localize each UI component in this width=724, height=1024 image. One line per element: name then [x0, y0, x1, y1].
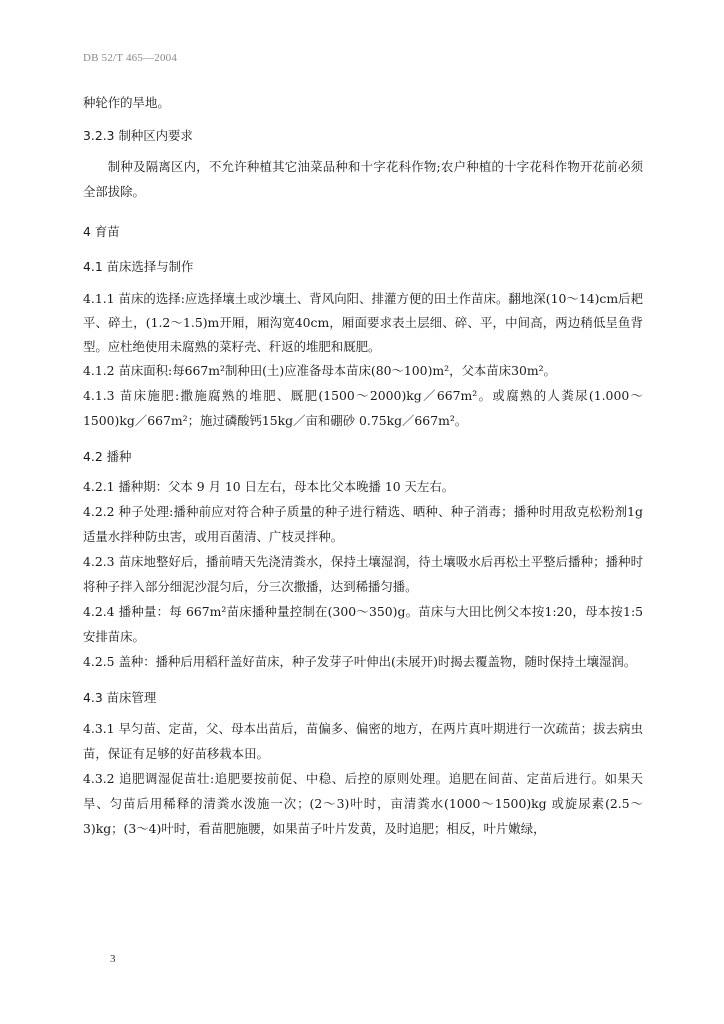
paragraph: 制种及隔离区内，不允许种植其它油菜品种和十字花科作物;农户种植的十字花科作物开花前必须全部拔除。 — [83, 159, 643, 199]
section-heading: 4.3 苗床管理 — [83, 690, 157, 705]
page-number: 3 — [110, 953, 116, 965]
paragraph: 4.3.1 早匀苗、定苗，父、母本出苗后，苗偏多、偏密的地方，在两片真叶期进行一次疏苗；拔去病虫苗，保证有足够的好苗移栽本田。 — [83, 721, 643, 761]
paragraph: 4.2.1 播种期：父本 9 月 10 日左右，母本比父本晚播 10 天左右。 — [83, 479, 455, 494]
document-header: DB 52/T 465—2004 — [83, 52, 178, 64]
paragraph: 4.1.3 苗床施肥:撒施腐熟的堆肥、厩肥(1500～2000)kg／667m²。或腐熟的人粪尿(1.000～1500)kg／667m²；施过磷酸钙15kg／亩和硼砂 0.75kg／667m²。 — [83, 388, 643, 428]
paragraph: 4.3.2 追肥调湿促苗壮:追肥要按前促、中稳、后控的原则处理。追肥在间苗、定苗后进行。如果天旱、匀苗后用稀释的清粪水泼施一次；(2～3)叶时，亩清粪水(1000～1500)kg 或旋尿素(2.5～3)kg；(3～4)叶时，看苗肥施腰，如果苗子叶片发黄，及时追肥；相反，叶片嫩绿， — [83, 771, 643, 836]
document-body — [83, 93, 643, 841]
section-heading: 4.1 苗床选择与制作 — [83, 259, 194, 274]
paragraph: 4.2.5 盖种：播种后用稻秆盖好苗床，种子发芽子叶伸出(未展开)时揭去覆盖物，随时保持土壤湿润。 — [83, 654, 637, 669]
section-heading: 4.2 播种 — [83, 449, 132, 464]
paragraph: 4.2.2 种子处理:播种前应对符合种子质量的种子进行精选、晒种、种子消毒；播种时用敌克松粉剂1g适量水拌种防虫害，或用百菌清、广枝灵拌种。 — [83, 504, 643, 544]
paragraph: 4.1.1 苗床的选择:应选择壤土或沙壤土、背风向阳、排灌方便的田土作苗床。翻地深(10～14)cm后耙平、碎土，(1.2～1.5)m开厢，厢沟宽40cm，厢面要求表土层细、碎、平，中间高，两边稍低呈鱼背型。应杜绝使用未腐熟的菜籽壳、秆返的堆肥和厩肥。 — [83, 291, 643, 354]
paragraph: 4.2.4 播种量：每 667m²苗床播种量控制在(300～350)g。苗床与大田比例父本按1:20，母本按1:5 安排苗床。 — [83, 604, 643, 644]
paragraph: 4.2.3 苗床地整好后，播前晴天先浇清粪水，保持土壤湿润，待土壤吸水后再松土平整后播种；播种时将种子拌入部分细泥沙混匀后，分三次撒播，达到稀播匀播。 — [83, 554, 643, 594]
section-heading: 3.2.3 制种区内要求 — [83, 128, 193, 143]
paragraph: 4.1.2 苗床面积:每667m²制种田(土)应准备母本苗床(80～100)m²，父本苗床30m²。 — [83, 363, 556, 378]
paragraph: 种轮作的旱地。 — [83, 95, 170, 110]
section-heading: 4 育苗 — [83, 224, 120, 239]
